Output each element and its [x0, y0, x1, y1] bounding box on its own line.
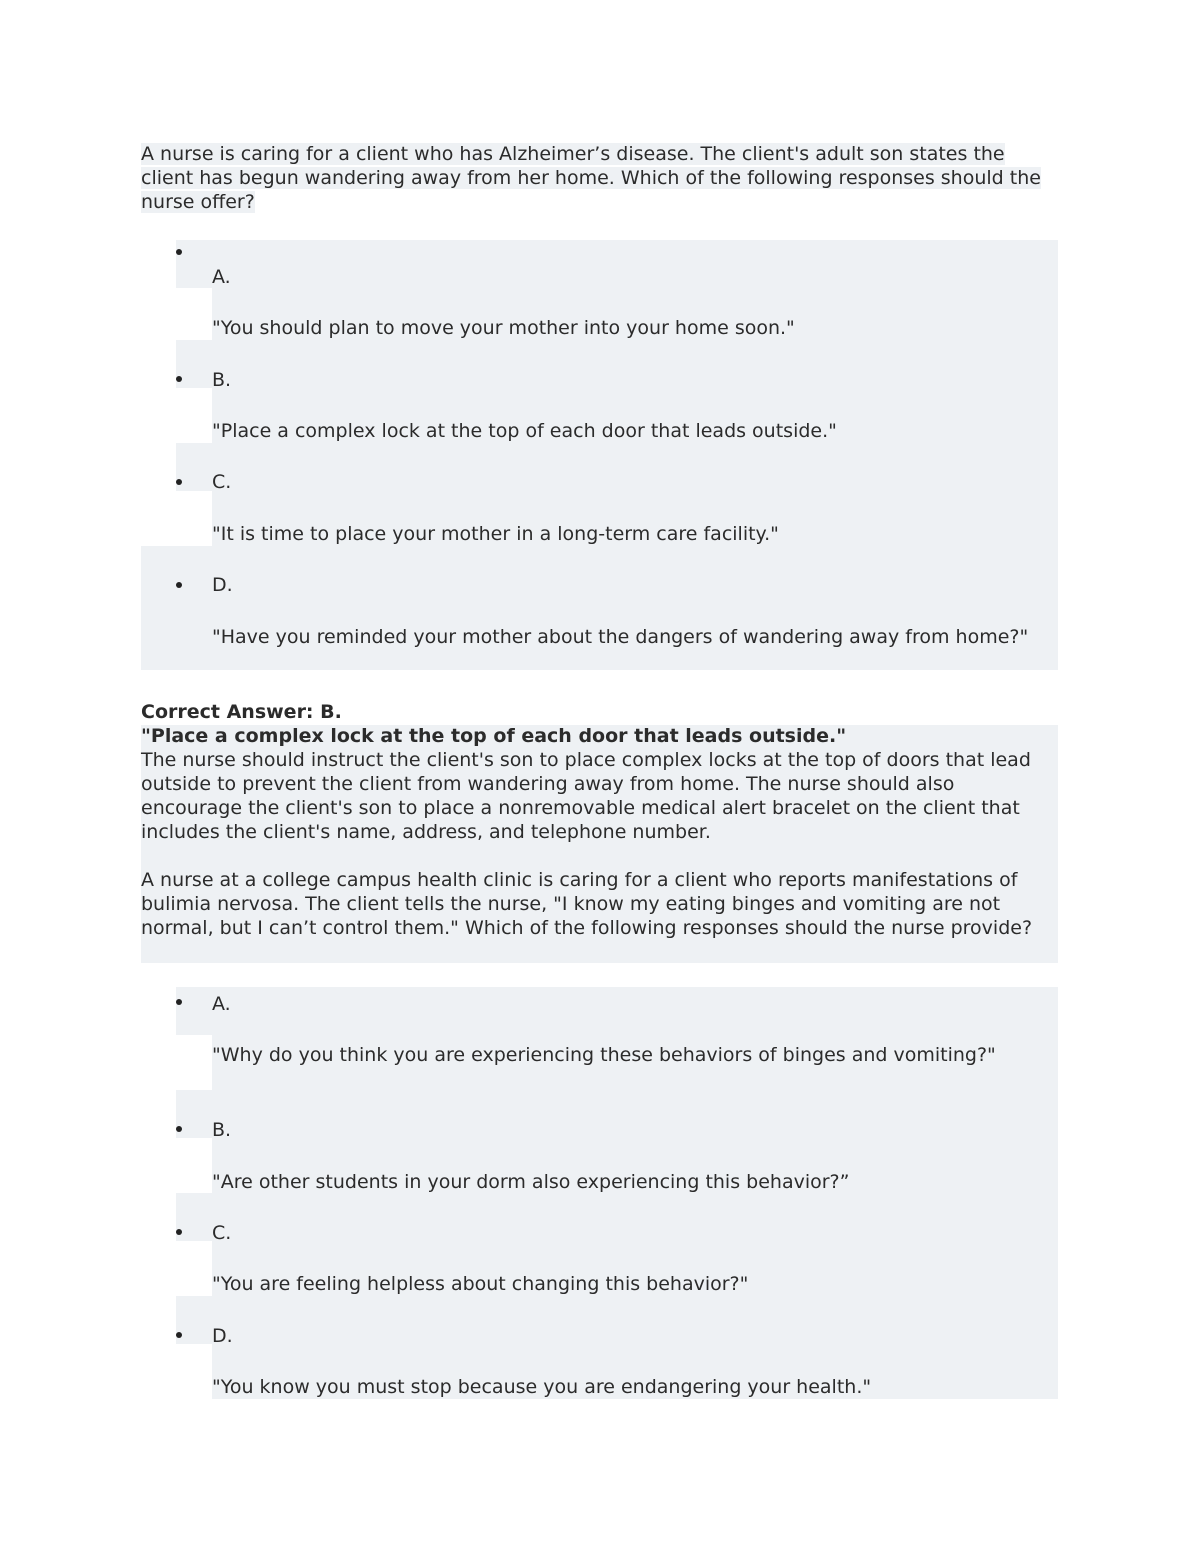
q2-option-a-letter: A.	[212, 993, 231, 1015]
bullet-dot	[176, 479, 182, 485]
q2-option-a-text: "Why do you think you are experiencing these behaviors of binges and vomiting?"	[212, 1044, 996, 1066]
bullet-dot	[176, 1229, 182, 1235]
q2-bullet-d	[176, 1296, 212, 1344]
question-2-text: A nurse at a college campus health clinic is caring for a client who reports manifestations of bulimia nervosa. The client tells the nurse, "I know my eating binges and vomiting are not normal, but I can’t control them." Which of the following responses should the nurse provide?	[141, 869, 1033, 939]
q2-option-b-letter: B.	[212, 1119, 232, 1141]
q1-option-c-text: "It is time to place your mother in a long-term care facility."	[212, 523, 779, 545]
q2-bullet-b	[176, 1090, 212, 1138]
q2-option-c-text: "You are feeling helpless about changing this behavior?"	[212, 1273, 749, 1295]
q1-bullet-d	[176, 546, 212, 594]
question-1-text: A nurse is caring for a client who has Alzheimer’s disease. The client's adult son states the client has begun wandering away from her home. Which of the following responses should the nurse offer?	[141, 143, 1041, 213]
q1-bullet-a	[176, 240, 212, 288]
bullet-dot	[176, 1332, 182, 1338]
q2-option-d-letter: D.	[212, 1325, 233, 1347]
answer-section	[141, 700, 1058, 940]
q1-option-d-text: "Have you reminded your mother about the dangers of wandering away from home?"	[212, 626, 1029, 648]
q1-option-b-text: "Place a complex lock at the top of each door that leads outside."	[212, 420, 837, 442]
rationale-text: The nurse should instruct the client's son to place complex locks at the top of doors that lead outside to prevent the client from wandering away from home. The nurse should also encourage the client's son to place a nonremovable medical alert bracelet on the client that includes the client's name, address, and telephone number.	[141, 749, 1031, 843]
q1-option-a-text: "You should plan to move your mother into your home soon."	[212, 317, 795, 339]
bullet-dot	[176, 249, 182, 255]
bullet-dot	[176, 1126, 182, 1132]
correct-answer-label: Correct Answer: B.	[141, 701, 342, 723]
q1-bullet-c	[176, 443, 212, 491]
correct-answer-text: "Place a complex lock at the top of each door that leads outside."	[141, 725, 847, 747]
q2-option-d-text: "You know you must stop because you are endangering your health."	[212, 1376, 872, 1398]
q1-option-d-letter: D.	[212, 574, 233, 596]
q2-bullet-c	[176, 1193, 212, 1241]
q1-option-d-bg	[141, 546, 1058, 670]
bullet-dot	[176, 376, 182, 382]
question-1	[141, 142, 1051, 214]
q1-option-a-letter: A.	[212, 266, 231, 288]
q1-option-c-letter: C.	[212, 471, 232, 493]
q2-bullet-a	[176, 987, 212, 1035]
q1-bullet-b	[176, 340, 212, 388]
bullet-dot	[176, 999, 182, 1005]
q1-option-b-letter: B.	[212, 369, 232, 391]
q2-option-c-letter: C.	[212, 1222, 232, 1244]
q2-option-b-text: "Are other students in your dorm also experiencing this behavior?”	[212, 1171, 850, 1193]
bullet-dot	[176, 582, 182, 588]
